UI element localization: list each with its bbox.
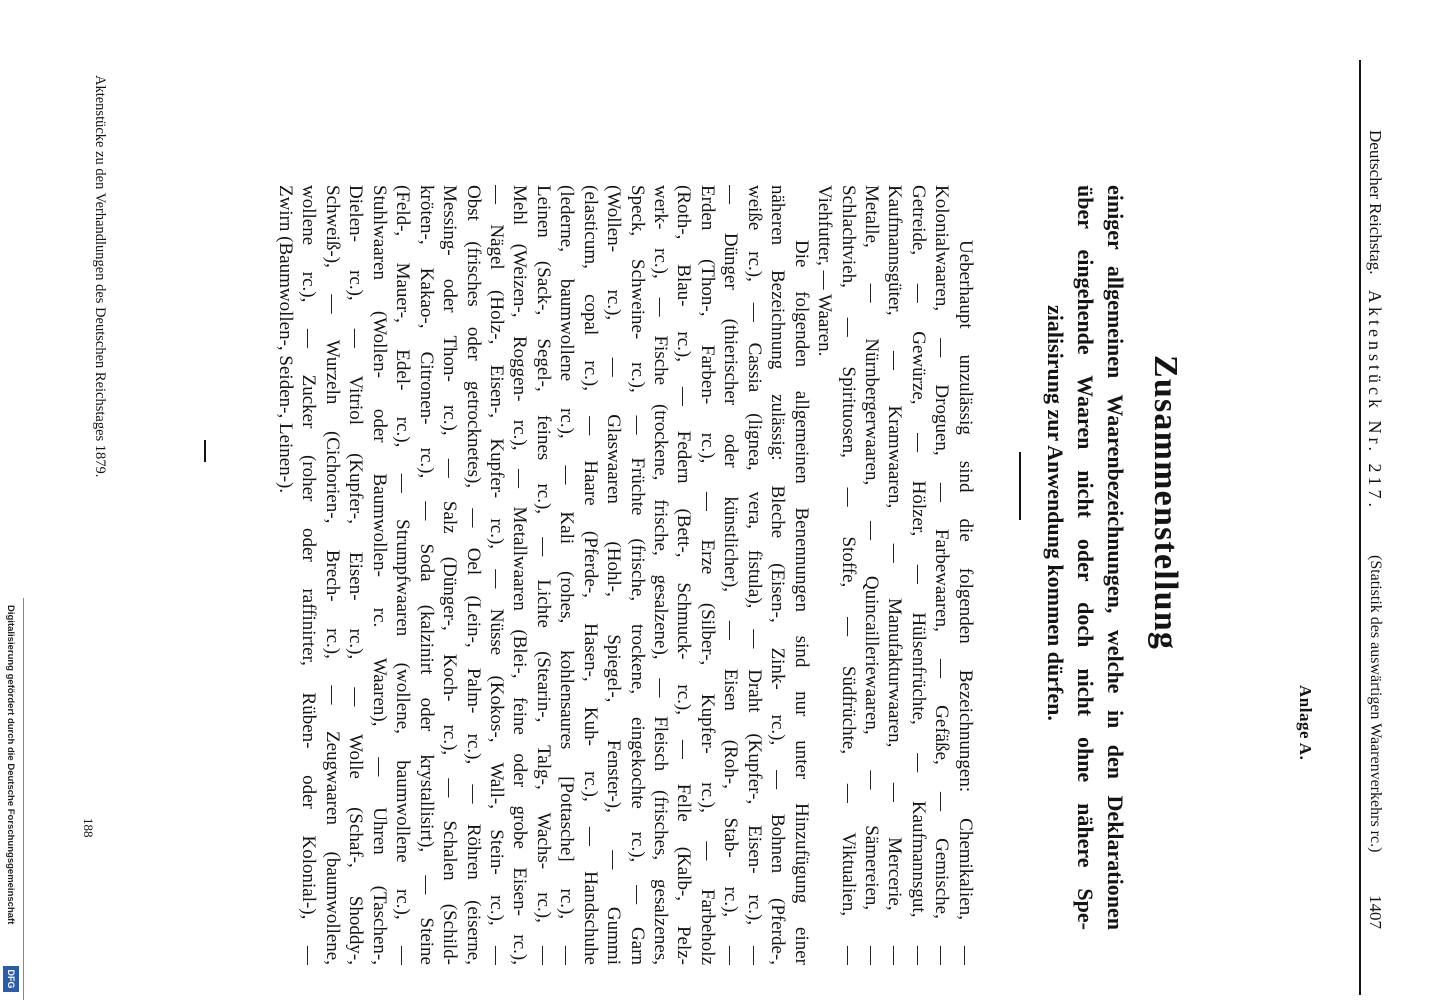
page-number-bottom: 188 [81, 818, 96, 838]
body-line: (Feld-, Mauer-, Edel- rc.), — Strumpfwaaren (wollene, baumwollene rc.), — [392, 185, 414, 965]
body-line: Die folgenden allgemeinen Benennungen sind nur unter Hinzufügung einer [790, 240, 812, 965]
paragraph-conditional-terms [274, 185, 813, 965]
body-text [274, 185, 977, 965]
body-line: (Roth-, Blau- rc.), — Federn (Bett-, Schmuck- rc.), — Felle (Kalb-, Pelz- [673, 185, 695, 965]
running-head-subject: (Statistik des auswärtigen Waarenverkehrs rc.) [1367, 555, 1384, 853]
body-line: Schlachtvieh, — Spirituosen, — Stoffe, — Südfrüchte, — Viktualien, — [837, 185, 859, 965]
body-line: Mehl (Weizen-, Roggen- rc.), — Metallwaaren (Blei-, feine oder grobe Eisen- rc.), [509, 185, 531, 965]
body-line: — Nägel (Holz-, Eisen-, Kupfer- rc.), — Nüsse (Kokos-, Wall-, Stein- rc.), — [485, 185, 507, 965]
body-line: weiße rc.), — Cassia (lignea, vera, fistula), — Draht (Kupfer-, Eisen- rc.), — [743, 185, 765, 965]
body-line: Messing- oder Thon- rc.), — Salz (Dünger-, Koch- rc.), — Schalen (Schild- [439, 185, 461, 965]
body-line: Leinen (Sack-, Segel-, feines rc.), — Lichte (Stearin-, Talg-, Wachs- rc.), — [532, 185, 554, 965]
body-line: Metalle, — Nürnbergerwaaren, — Quincailleriewaaren, — Sämereien, — [860, 185, 882, 965]
body-line: (lederne, baumwollene rc.), — Kali (rohes, kohlensaures [Pottasche] rc.), — [556, 185, 578, 965]
digitization-strip-border [23, 598, 24, 1000]
body-line: Stuhlwaaren (Wollen- oder Baumwollen- rc. Waaren), — Uhren (Taschen-, [368, 185, 390, 965]
body-line: (Wollen- rc.), — Glaswaaren (Hohl-, Spiegel-, Fenster-), — Gummi [603, 185, 625, 965]
body-line: werk- rc.), — Fische (trockene, frische, gesalzene), — Fleisch (frisches, gesalzenes, [650, 185, 672, 965]
body-line: Dielen- rc.), — Vitriol (Kupfer-, Eisen- rc.), — Wolle (Schaf-, Shoddy-, [345, 185, 367, 965]
subtitle-line: einiger allgemeinen Waarenbezeichnungen, welche in den Deklarationen [1103, 185, 1128, 930]
footer-series-title: Aktenstücke zu den Verhandlungen des Deutschen Reichstages 1879. [92, 75, 108, 478]
body-line: Viehfutter, — Waaren. [814, 185, 836, 357]
document-subtitle [1040, 185, 1130, 930]
body-line: (elasticum, copal rc.), — Haare (Pferde-, Hasen-, Kuh- rc.), — Handschuhe [579, 185, 601, 965]
body-line: Zwirn (Baumwollen-, Seiden-, Leinen-). [275, 185, 297, 494]
paragraph-prohibited-terms [813, 185, 977, 965]
section-divider [1019, 452, 1021, 520]
body-line: kröten-, Kakao-, Citronen- rc.), — Soda (kalzinirt oder krystallisirt), — Steine [415, 185, 437, 965]
page-number-top: 1407 [1366, 895, 1385, 929]
running-head-publication: Deutscher Reichstag. [1366, 130, 1385, 275]
header-rule [1359, 60, 1361, 995]
body-line: Schweiß-), — Wurzeln (Cichorien-, Brech- rc.), — Zeugwaaren (baumwollene, [321, 185, 343, 965]
digitization-credit: Digitalisierung gefördert durch die Deutsche Forschungsgemeinschaft [5, 605, 16, 925]
footer-dash [204, 440, 206, 462]
body-line: näheren Bezeichnung zulässig: Bleche (Eisen-, Zink- rc.), — Bohnen (Pferde-, [767, 185, 789, 965]
body-line: Speck, Schweine- rc.), — Früchte (frische, trockene, eingekochte rc.), — Garn [626, 185, 648, 965]
body-line: Getreide, — Gewürze, — Hölzer, — Hülsenfrüchte, — Kaufmannsgut, — [907, 185, 929, 965]
body-line: Kaufmannsgüter, — Kramwaaren, — Manufakturwaaren, — Mercerie, — [884, 185, 906, 965]
body-line: Ueberhaupt unzulässig sind die folgenden Bezeichnungen: Chemikalien, — [954, 240, 976, 965]
body-line: Kolonialwaaren, — Droguen, — Farbewaaren, — Gefäße, — Gemische, — [931, 185, 953, 965]
dfg-logo-icon: DFG [3, 966, 19, 992]
subtitle-line: zialisirung zur Anwendung kommen dürfen. [1043, 305, 1068, 721]
subtitle-line: über eingehende Waaren nicht oder doch nicht ohne nähere Spe- [1073, 185, 1098, 930]
body-line: Erden (Thon-, Farben- rc.), — Erze (Silber-, Kupfer- rc.), — Farbeholz [696, 185, 718, 965]
body-line: wollene rc.), — Zucker (roher oder raffinirter, Rüben- oder Kolonial-), — [298, 185, 320, 965]
annex-label: Anlage A. [1296, 685, 1315, 761]
running-head-document-number: Aktenstück Nr. 217. [1365, 290, 1385, 511]
body-line: — Dünger (thierischer oder künstlicher), — Eisen (Roh-, Stab- rc.), — [720, 185, 742, 965]
body-line: Obst (frisches oder getrocknetes), — Oel (Lein-, Palm- rc.), — Röhren (eiserne, [462, 185, 484, 965]
document-title: Zusammenstellung [1147, 355, 1184, 651]
